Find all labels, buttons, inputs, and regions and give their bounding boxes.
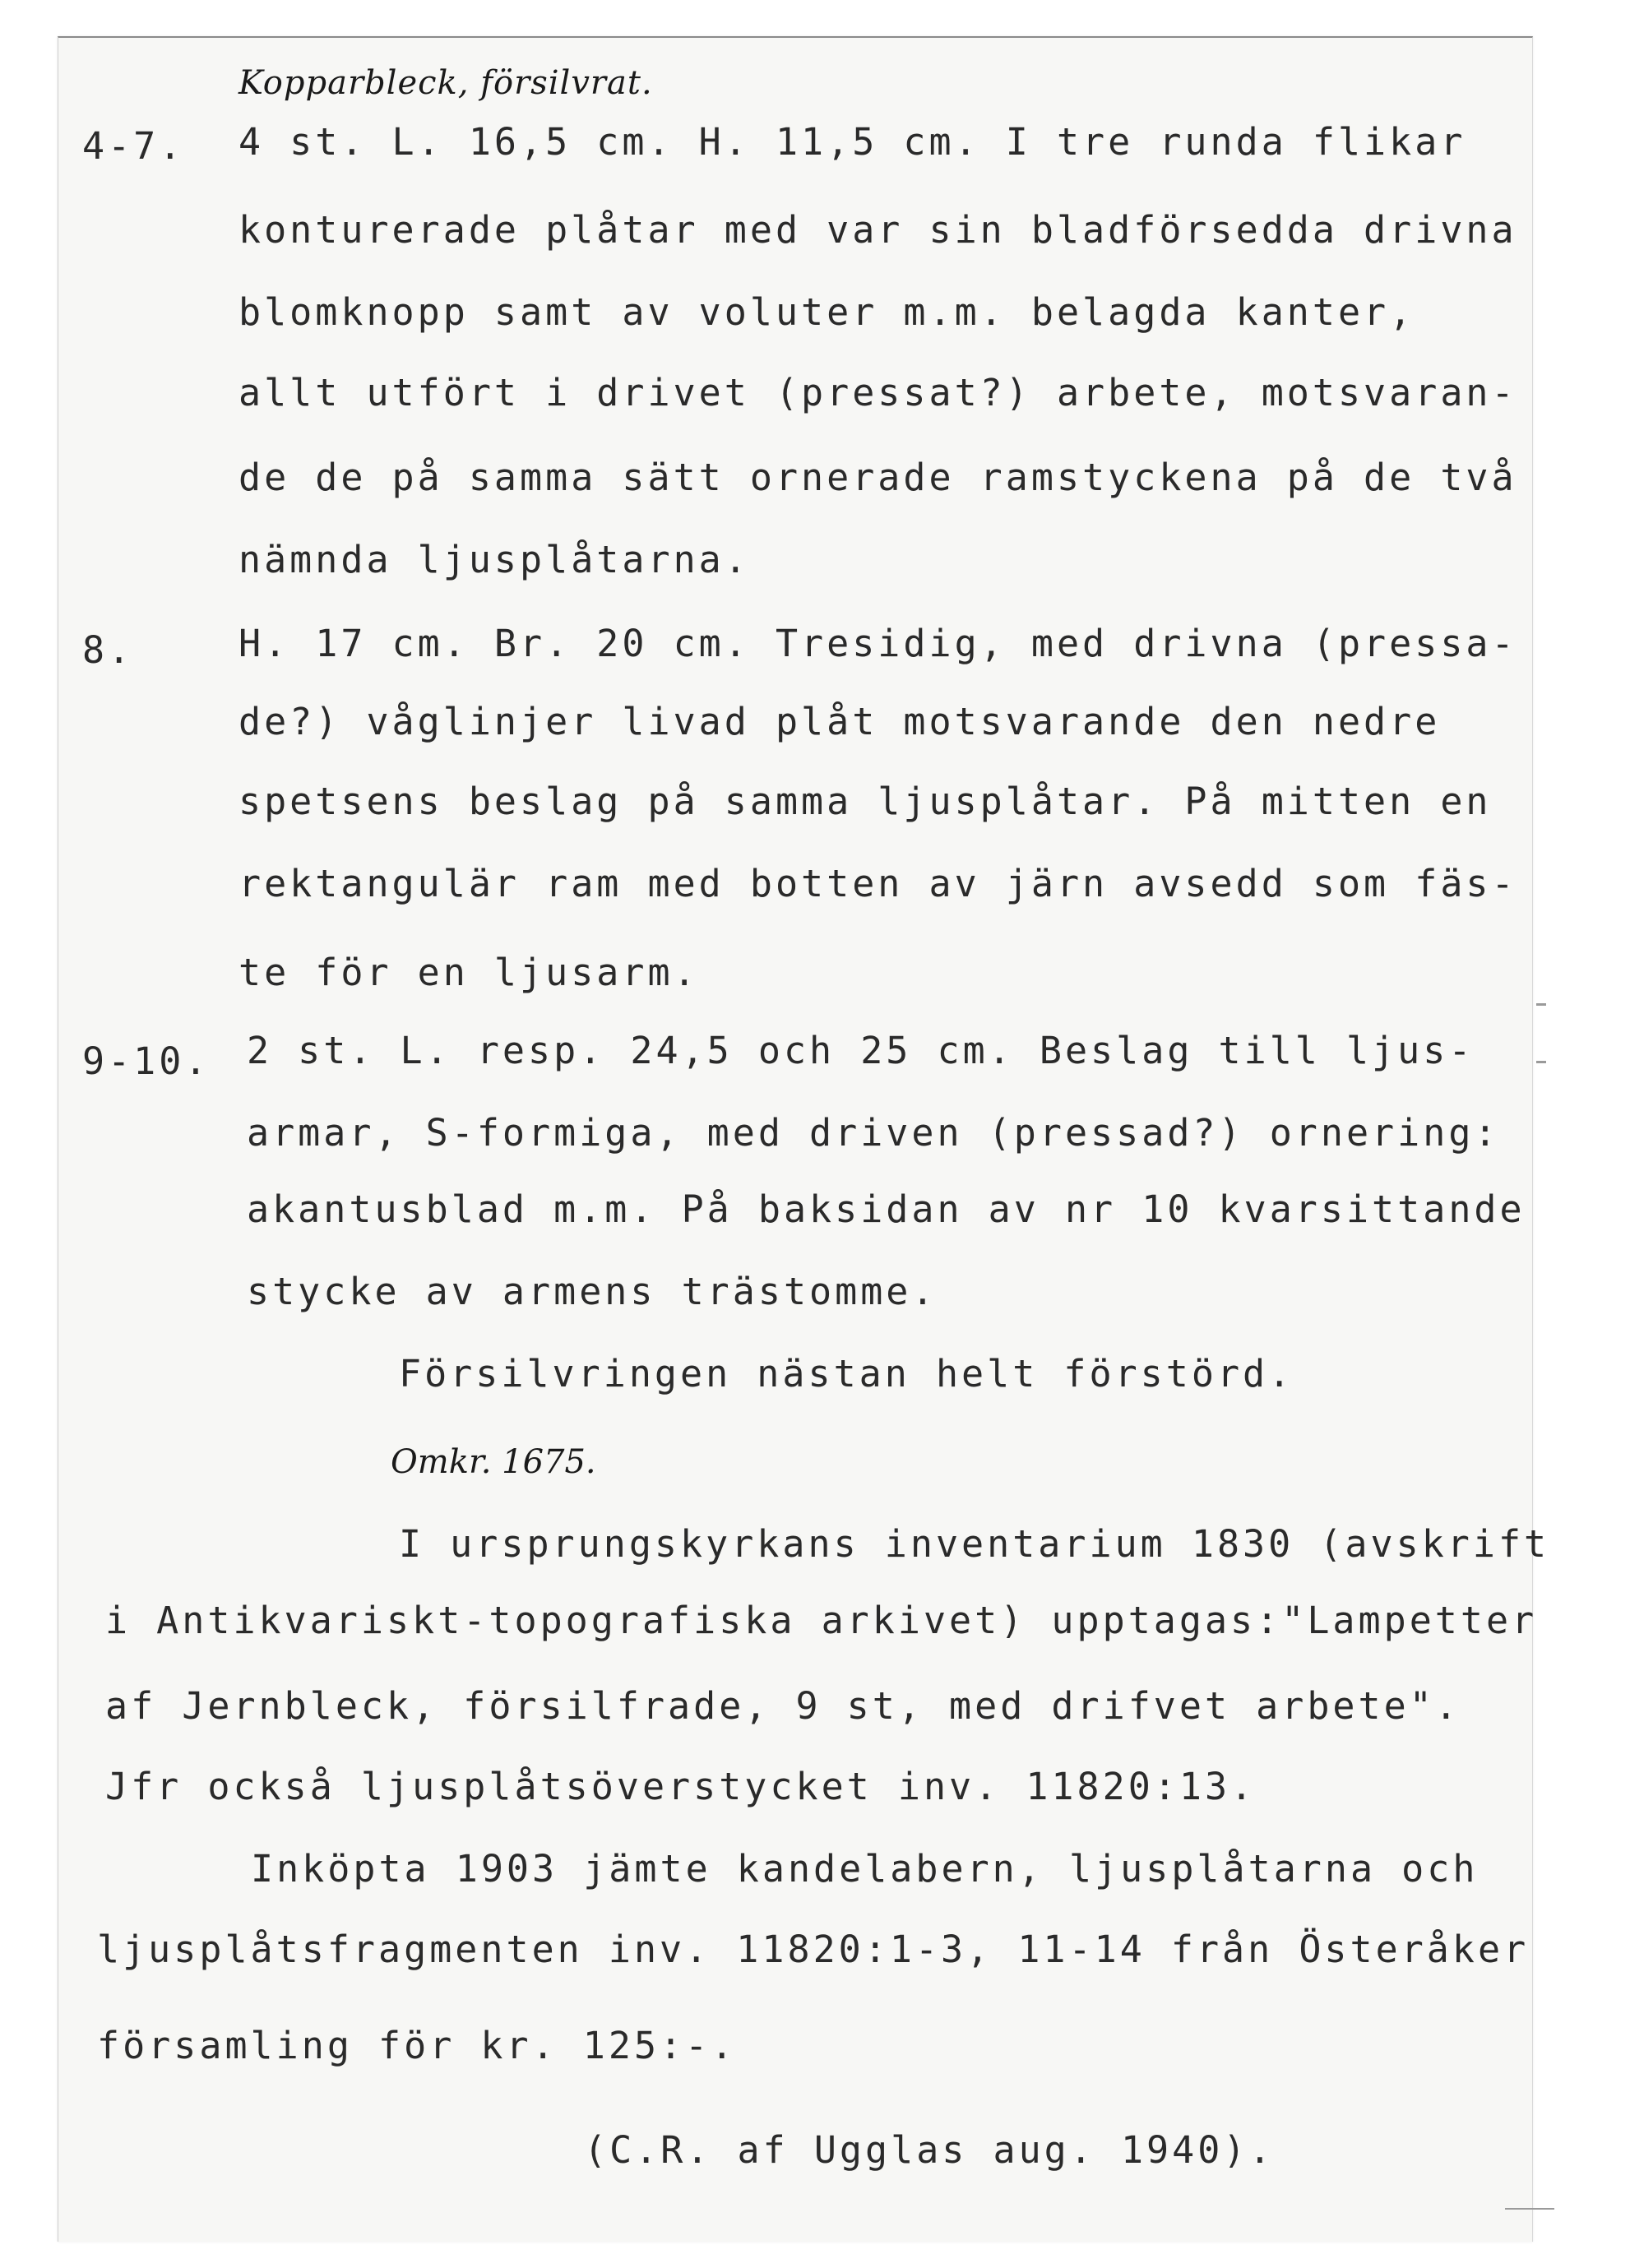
- scan-mark: [1536, 1061, 1546, 1063]
- entry-line: allt utfört i drivet (pressat?) arbete, motsvaran-: [238, 371, 1517, 414]
- note-line: I ursprungskyrkans inventarium 1830 (avskrift: [399, 1522, 1550, 1566]
- note-line: Jfr också ljusplåtsöverstycket inv. 11820:13.: [105, 1765, 1257, 1808]
- entry-line: rektangulär ram med botten av järn avsedd som fäs-: [238, 862, 1517, 905]
- entry-line: blomknopp samt av voluter m.m. belagda kanter,: [238, 290, 1415, 334]
- note-line: Inköpta 1903 jämte kandelabern, ljusplåtarna och: [251, 1847, 1479, 1891]
- entry-line: 2 st. L. resp. 24,5 och 25 cm. Beslag till ljus-: [247, 1029, 1475, 1072]
- entry-line: spetsens beslag på samma ljusplåtar. På mitten en: [238, 780, 1492, 823]
- entry-line: akantusblad m.m. På baksidan av nr 10 kvarsittande: [247, 1187, 1526, 1231]
- note-line: i Antikvariskt-topografiska arkivet) upptagas:"Lampetter: [105, 1599, 1538, 1642]
- entry-line: de de på samma sätt ornerade ramstyckena på de två: [238, 456, 1517, 499]
- entry-number: 4-7.: [82, 124, 185, 168]
- handwritten-date-annotation: Omkr. 1675.: [391, 1443, 596, 1481]
- entry-number: 9-10.: [82, 1039, 211, 1083]
- scan-mark: [1536, 1003, 1546, 1006]
- entry-line: nämnda ljusplåtarna.: [238, 538, 750, 581]
- note-line: Försilvringen nästan helt förstörd.: [399, 1352, 1294, 1396]
- entry-number: 8.: [82, 628, 134, 672]
- entry-line: de?) våglinjer livad plåt motsvarande den nedre: [238, 700, 1441, 743]
- entry-line: armar, S-formiga, med driven (pressad?) ornering:: [247, 1111, 1500, 1155]
- handwritten-annotation-top: Kopparbleck, försilvrat.: [238, 64, 653, 102]
- note-line: af Jernbleck, försilfrade, 9 st, med drifvet arbete".: [105, 1684, 1461, 1728]
- entry-line: te för en ljusarm.: [238, 951, 699, 994]
- note-line: församling för kr. 125:-.: [97, 2024, 737, 2067]
- signature: (C.R. af Ugglas aug. 1940).: [584, 2128, 1275, 2172]
- entry-line: konturerade plåtar med var sin bladförsedda drivna: [238, 208, 1517, 252]
- note-line: ljusplåtsfragmenten inv. 11820:1-3, 11-14 från Österåker: [97, 1928, 1530, 1971]
- entry-line: 4 st. L. 16,5 cm. H. 11,5 cm. I tre runda flikar: [238, 120, 1466, 164]
- entry-line: H. 17 cm. Br. 20 cm. Tresidig, med drivna (pressa-: [238, 622, 1517, 665]
- entry-line: stycke av armens trästomme.: [247, 1270, 938, 1313]
- scan-mark: [1505, 2208, 1554, 2210]
